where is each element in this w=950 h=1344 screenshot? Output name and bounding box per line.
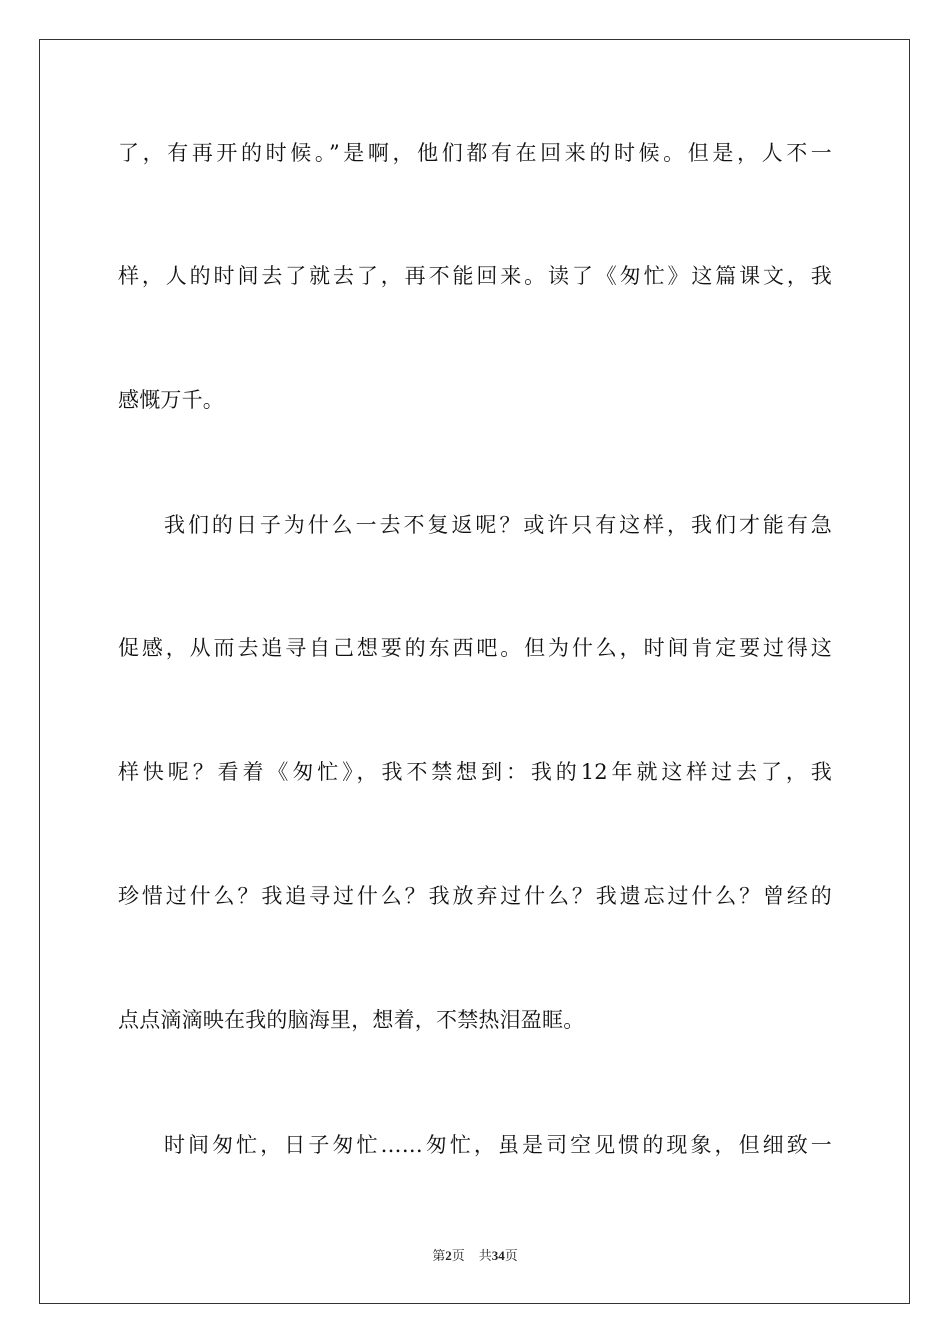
footer-page-prefix: 第 bbox=[432, 1248, 446, 1263]
page-border bbox=[39, 39, 910, 1304]
footer-total-pages: 34 bbox=[491, 1248, 505, 1263]
footer-page-suffix: 页 bbox=[451, 1248, 465, 1263]
text-line-5: 促感，从而去追寻自己想要的东西吧。但为什么，时间肯定要过得这 bbox=[118, 636, 832, 660]
text-line-3: 感慨万千。 bbox=[118, 388, 224, 412]
paragraph-3-line-1: 时间匆忙，日子匆忙……匆忙，虽是司空见惯的现象，但细致一 bbox=[164, 1133, 832, 1157]
footer-total-prefix: 共 bbox=[478, 1248, 492, 1263]
text-line-1: 了，有再开的时候。”是啊，他们都有在回来的时候。但是，人不一 bbox=[118, 141, 832, 165]
footer-total-suffix: 页 bbox=[504, 1248, 518, 1263]
text-line-2: 样，人的时间去了就去了，再不能回来。读了《匆忙》这篇课文，我 bbox=[118, 264, 832, 288]
paragraph-2-line-1: 我们的日子为什么一去不复返呢？或许只有这样，我们才能有急 bbox=[164, 513, 832, 537]
text-line-6: 样快呢？看着《匆忙》，我不禁想到：我的12年就这样过去了，我 bbox=[118, 760, 832, 784]
page-footer bbox=[0, 1247, 950, 1265]
text-line-7: 珍惜过什么？我追寻过什么？我放弃过什么？我遗忘过什么？曾经的 bbox=[118, 884, 832, 908]
footer-page-number: 2 bbox=[445, 1248, 452, 1263]
text-line-8: 点点滴滴映在我的脑海里，想着，不禁热泪盈眶。 bbox=[118, 1008, 585, 1032]
